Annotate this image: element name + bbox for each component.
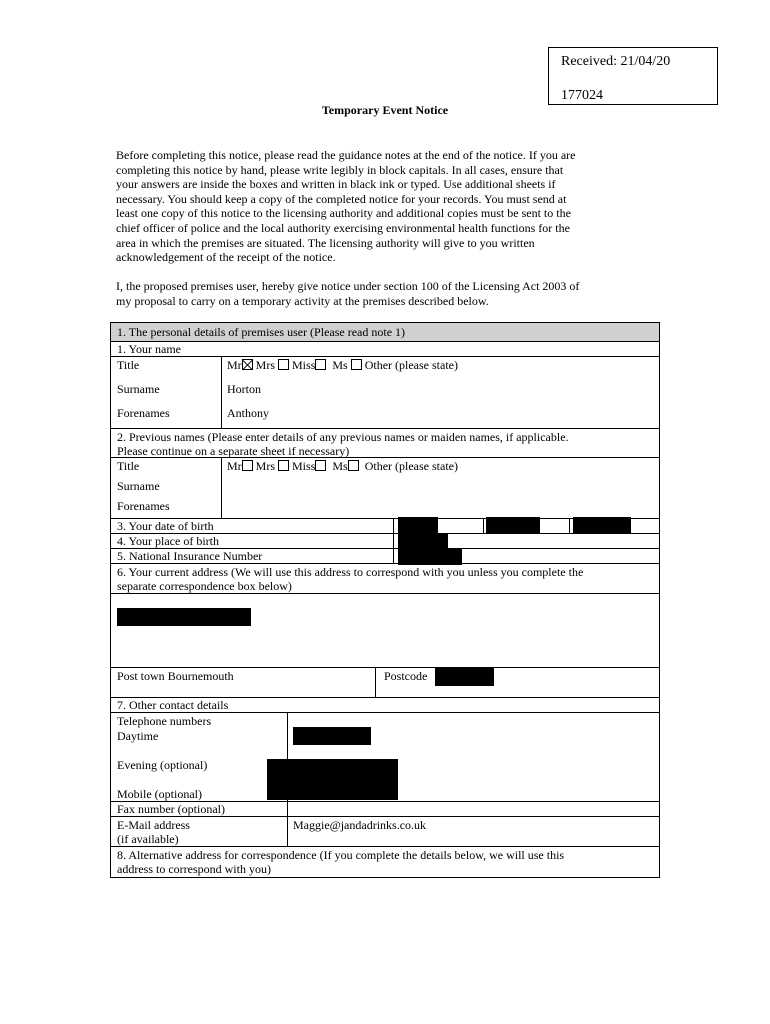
prev-checkbox-mr[interactable] [242,460,253,471]
fax-label: Fax number (optional) [117,802,225,816]
redaction-dob-month [486,517,540,534]
surname-value[interactable]: Horton [227,382,261,396]
email-label: E-Mail address [117,818,190,832]
received-date: Received: 21/04/20 [561,54,671,69]
redaction-mobile [267,759,398,800]
prev-title-options [227,459,458,473]
post-town-label: Post town [117,669,165,683]
redaction-daytime [293,727,371,745]
prev-surname-label: Surname [117,479,160,493]
ni-row [111,549,659,564]
prev-forenames-label: Forenames [117,499,170,513]
alt-address-heading [111,847,659,877]
name-block [111,357,659,429]
alt-address-label: 8. Alternative address for correspondence (If you complete the details below, we will use this [117,848,565,862]
intro-line: area in which the premises are situated. The licensing authority will give to you written [116,235,535,250]
previous-names-note: Please continue on a separate sheet if necessary) [117,444,350,458]
reference-number: 177024 [561,88,603,103]
contact-label: 7. Other contact details [117,698,229,712]
prev-checkbox-mrs[interactable] [278,460,289,471]
evening-label: Evening (optional) [117,758,208,772]
surname-label: Surname [117,382,160,396]
option-other-label: Other (please state) [364,358,458,372]
prev-option-mr-label: Mr [227,459,242,473]
dob-label: 3. Your date of birth [117,519,214,533]
checkbox-miss[interactable] [315,359,326,370]
previous-name-block [111,458,659,519]
redaction-dob-day [398,517,438,534]
address-note: separate correspondence box below) [117,579,292,593]
prev-title-label: Title [117,459,140,473]
option-mrs-label: Mrs [255,358,276,372]
prev-option-mrs-label: Mrs [255,459,276,473]
title-label: Title [117,358,140,372]
fax-row [111,802,659,817]
intro-paragraph [116,148,656,265]
declaration-line: my proposal to carry on a temporary activity at the premises described below. [116,293,489,308]
intro-line: acknowledgement of the receipt of the notice. [116,250,336,265]
address-label: 6. Your current address (We will use this address to correspond with you unless you complete the [117,565,584,579]
redaction-ni [398,548,462,565]
received-stamp [548,47,718,105]
dob-row [111,519,659,534]
forenames-label: Forenames [117,406,170,420]
address-heading [111,564,659,594]
option-mr-label: Mr [227,358,242,372]
your-name-label: 1. Your name [117,342,182,356]
section-header-label: 1. The personal details of premises user (Please read note 1) [117,325,406,339]
intro-line: completing this notice by hand, please write legibly in block capitals. In all cases, ensure that [116,162,564,177]
intro-line: Before completing this notice, please read the guidance notes at the end of the notice. If you are [116,148,576,162]
intro-line: necessary. You should keep a copy of the completed notice for your records. You must send at [116,191,567,206]
title-options [227,358,458,372]
prev-option-miss-label: Miss [292,459,316,473]
address-box[interactable] [111,594,659,668]
telephone-block [111,713,659,802]
prev-checkbox-miss[interactable] [315,460,326,471]
intro-line: least one copy of this notice to the licensing authority and additional copies must be sent to the [116,206,571,221]
checkbox-mr[interactable] [242,359,253,370]
declaration-paragraph [116,279,656,308]
option-miss-label: Miss [292,358,316,372]
ni-label: 5. National Insurance Number [117,549,263,563]
postcode-label: Postcode [384,669,428,683]
pob-row [111,534,659,549]
redaction-dob-year [573,517,631,534]
section-header [111,323,659,342]
alt-address-note: address to correspond with you) [117,862,271,876]
your-name-heading [111,342,659,357]
email-row [111,817,659,847]
post-town-row [111,668,659,698]
page-title: Temporary Event Notice [321,103,449,117]
pob-label: 4. Your place of birth [117,534,219,548]
option-ms-label: Ms [332,358,348,372]
email-value[interactable]: Maggie@jandadrinks.co.uk [293,818,427,832]
prev-checkbox-ms[interactable] [348,460,359,471]
contact-heading [111,698,659,713]
mobile-label: Mobile (optional) [117,787,202,801]
redaction-address [117,608,251,626]
post-town [117,669,234,683]
checkbox-mrs[interactable] [278,359,289,370]
personal-details-form [110,322,660,878]
checkbox-ms[interactable] [351,359,362,370]
prev-option-ms-label: Ms [332,459,348,473]
redaction-postcode [435,668,494,686]
prev-option-other-label: Other (please state) [364,459,458,473]
daytime-label: Daytime [117,729,159,743]
intro-line: chief officer of police and the local authority exercising environmental health functions for the [116,220,570,235]
declaration-line: I, the proposed premises user, hereby give notice under section 100 of the Licensing Act 2003 of [116,279,580,293]
email-note: (if available) [117,832,179,846]
previous-names-label: 2. Previous names (Please enter details of any previous names or maiden names, if applicable. [117,430,569,444]
intro-line: your answers are inside the boxes and written in black ink or typed. Use additional sheets if [116,177,556,192]
previous-names-heading [111,429,659,458]
post-town-value[interactable]: Bournemouth [167,669,234,683]
telephone-label: Telephone numbers [117,714,212,728]
forenames-value[interactable]: Anthony [227,406,269,420]
